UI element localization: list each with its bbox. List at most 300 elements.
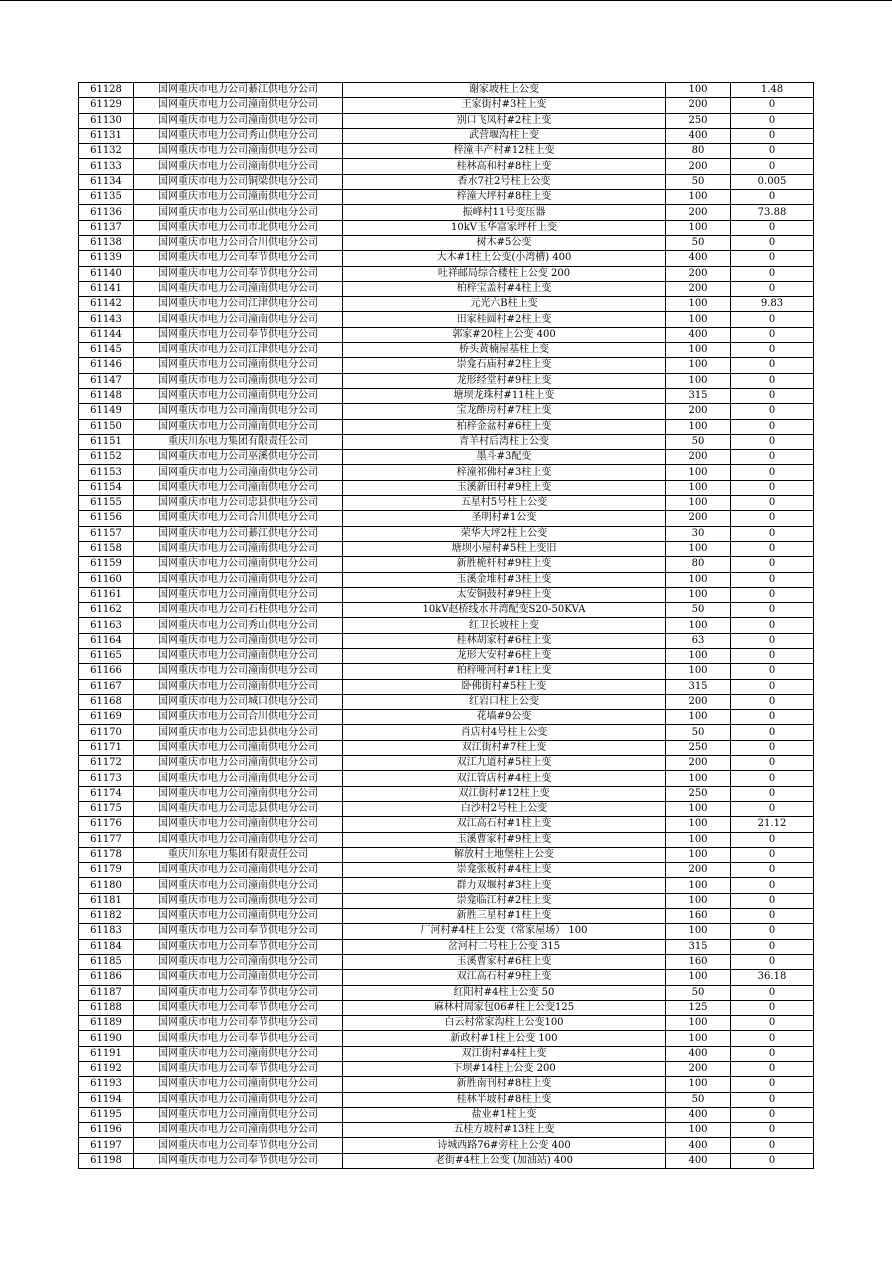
capacity-cell: 200 [666, 205, 731, 220]
company-cell: 国网重庆市电力公司奉节供电分公司 [134, 1000, 343, 1015]
table-row [79, 1062, 814, 1077]
company-cell: 国网重庆市电力公司潼南供电分公司 [134, 832, 343, 847]
value-cell: 0 [731, 266, 814, 281]
row-id-cell: 61133 [79, 159, 134, 174]
value-cell: 0 [731, 388, 814, 403]
transformer-name-cell: 龙形经堂村#9柱上变 [343, 373, 666, 388]
value-cell: 0 [731, 756, 814, 771]
row-id-cell: 61170 [79, 725, 134, 740]
row-id-cell: 61197 [79, 1138, 134, 1153]
transformer-name-cell: 红卫长坡柱上变 [343, 618, 666, 633]
value-cell: 0 [731, 144, 814, 159]
capacity-cell: 200 [666, 281, 731, 296]
row-id-cell: 61189 [79, 1016, 134, 1031]
transformer-name-cell: 新胜桅杆村#9柱上变 [343, 557, 666, 572]
value-cell: 0 [731, 572, 814, 587]
row-id-cell: 61158 [79, 541, 134, 556]
transformer-name-cell: 吐祥邮局综合楼柱上公变 200 [343, 266, 666, 281]
company-cell: 国网重庆市电力公司潼南供电分公司 [134, 909, 343, 924]
row-id-cell: 61169 [79, 710, 134, 725]
row-id-cell: 61165 [79, 648, 134, 663]
capacity-cell: 250 [666, 786, 731, 801]
row-id-cell: 61181 [79, 893, 134, 908]
transformer-name-cell: 塘坝龙珠村#11柱上变 [343, 388, 666, 403]
capacity-cell: 100 [666, 710, 731, 725]
capacity-cell: 400 [666, 128, 731, 143]
row-id-cell: 61149 [79, 404, 134, 419]
value-cell: 0 [731, 725, 814, 740]
company-cell: 国网重庆市电力公司潼南供电分公司 [134, 1107, 343, 1122]
company-cell: 国网重庆市电力公司潼南供电分公司 [134, 771, 343, 786]
value-cell: 0 [731, 1000, 814, 1015]
transformer-name-cell: 解放村土地堡柱上公变 [343, 847, 666, 862]
table-row [79, 541, 814, 556]
row-id-cell: 61177 [79, 832, 134, 847]
row-id-cell: 61174 [79, 786, 134, 801]
company-cell: 国网重庆市电力公司奉节供电分公司 [134, 1153, 343, 1168]
company-cell: 国网重庆市电力公司潼南供电分公司 [134, 863, 343, 878]
transformer-name-cell: 群力双堰村#3柱上变 [343, 878, 666, 893]
table-row [79, 725, 814, 740]
company-cell: 国网重庆市电力公司潼南供电分公司 [134, 373, 343, 388]
company-cell: 国网重庆市电力公司奉节供电分公司 [134, 985, 343, 1000]
value-cell: 0 [731, 909, 814, 924]
table-row [79, 1031, 814, 1046]
row-id-cell: 61130 [79, 113, 134, 128]
transformer-name-cell: 墨斗#3配变 [343, 450, 666, 465]
table-row [79, 557, 814, 572]
company-cell: 国网重庆市电力公司巫山供电分公司 [134, 205, 343, 220]
value-cell: 21.12 [731, 817, 814, 832]
row-id-cell: 61184 [79, 939, 134, 954]
value-cell: 0 [731, 1123, 814, 1138]
value-cell: 0 [731, 924, 814, 939]
company-cell: 国网重庆市电力公司奉节供电分公司 [134, 1138, 343, 1153]
table-row [79, 771, 814, 786]
value-cell: 0 [731, 893, 814, 908]
company-cell: 国网重庆市电力公司潼南供电分公司 [134, 557, 343, 572]
table-row [79, 801, 814, 816]
capacity-cell: 30 [666, 526, 731, 541]
value-cell: 1.48 [731, 83, 814, 98]
capacity-cell: 80 [666, 144, 731, 159]
capacity-cell: 160 [666, 954, 731, 969]
row-id-cell: 61138 [79, 235, 134, 250]
row-id-cell: 61194 [79, 1092, 134, 1107]
value-cell: 0 [731, 465, 814, 480]
row-id-cell: 61151 [79, 434, 134, 449]
capacity-cell: 200 [666, 511, 731, 526]
company-cell: 国网重庆市电力公司奉节供电分公司 [134, 1031, 343, 1046]
capacity-cell: 100 [666, 496, 731, 511]
table-row [79, 373, 814, 388]
row-id-cell: 61161 [79, 587, 134, 602]
value-cell: 0 [731, 557, 814, 572]
table-row [79, 1000, 814, 1015]
transformer-name-cell: 盐业#1柱上变 [343, 1107, 666, 1122]
table-row [79, 1077, 814, 1092]
value-cell: 0 [731, 694, 814, 709]
capacity-cell: 100 [666, 1031, 731, 1046]
value-cell: 0 [731, 1138, 814, 1153]
capacity-cell: 50 [666, 174, 731, 189]
table-row [79, 694, 814, 709]
capacity-cell: 100 [666, 465, 731, 480]
row-id-cell: 61196 [79, 1123, 134, 1138]
value-cell: 0 [731, 312, 814, 327]
company-cell: 国网重庆市电力公司潼南供电分公司 [134, 159, 343, 174]
value-cell: 0 [731, 113, 814, 128]
transformer-name-cell: 太安铜鼓村#9柱上变 [343, 587, 666, 602]
value-cell: 0.005 [731, 174, 814, 189]
transformer-name-cell: 下坝#14柱上公变 200 [343, 1062, 666, 1077]
transformer-name-cell: 大木#1柱上公变(小湾槽) 400 [343, 251, 666, 266]
table-row [79, 939, 814, 954]
company-cell: 国网重庆市电力公司潼南供电分公司 [134, 541, 343, 556]
company-cell: 国网重庆市电力公司潼南供电分公司 [134, 664, 343, 679]
value-cell: 0 [731, 450, 814, 465]
row-id-cell: 61141 [79, 281, 134, 296]
company-cell: 国网重庆市电力公司潼南供电分公司 [134, 419, 343, 434]
row-id-cell: 61146 [79, 358, 134, 373]
capacity-cell: 200 [666, 98, 731, 113]
capacity-cell: 400 [666, 1107, 731, 1122]
transformer-name-cell: 诗城西路76#旁柱上公变 400 [343, 1138, 666, 1153]
row-id-cell: 61182 [79, 909, 134, 924]
table-row [79, 1138, 814, 1153]
table-row [79, 343, 814, 358]
table-row [79, 1092, 814, 1107]
row-id-cell: 61159 [79, 557, 134, 572]
capacity-cell: 100 [666, 1077, 731, 1092]
transformer-name-cell: 双江九道村#5柱上变 [343, 756, 666, 771]
table-row [79, 419, 814, 434]
company-cell: 国网重庆市电力公司潼南供电分公司 [134, 1046, 343, 1061]
table-row [79, 909, 814, 924]
row-id-cell: 61195 [79, 1107, 134, 1122]
value-cell: 0 [731, 786, 814, 801]
capacity-cell: 315 [666, 388, 731, 403]
capacity-cell: 100 [666, 373, 731, 388]
transformer-name-cell: 柏梓哑河村#1柱上变 [343, 664, 666, 679]
company-cell: 国网重庆市电力公司奉节供电分公司 [134, 924, 343, 939]
capacity-cell: 200 [666, 404, 731, 419]
value-cell: 0 [731, 190, 814, 205]
capacity-cell: 100 [666, 924, 731, 939]
value-cell: 0 [731, 128, 814, 143]
company-cell: 国网重庆市电力公司合川供电分公司 [134, 710, 343, 725]
transformer-name-cell: 花墙#9公变 [343, 710, 666, 725]
capacity-cell: 80 [666, 557, 731, 572]
table-row [79, 756, 814, 771]
table-row [79, 618, 814, 633]
company-cell: 国网重庆市电力公司潼南供电分公司 [134, 970, 343, 985]
table-row [79, 297, 814, 312]
capacity-cell: 200 [666, 159, 731, 174]
transformer-name-cell: 谢家坡柱上公变 [343, 83, 666, 98]
value-cell: 0 [731, 159, 814, 174]
capacity-cell: 63 [666, 633, 731, 648]
table-row [79, 878, 814, 893]
company-cell: 国网重庆市电力公司忠县供电分公司 [134, 801, 343, 816]
transformer-table [78, 82, 814, 1169]
row-id-cell: 61171 [79, 740, 134, 755]
capacity-cell: 100 [666, 83, 731, 98]
row-id-cell: 61198 [79, 1153, 134, 1168]
value-cell: 0 [731, 358, 814, 373]
value-cell: 0 [731, 603, 814, 618]
capacity-cell: 315 [666, 939, 731, 954]
table-row [79, 1123, 814, 1138]
transformer-name-cell: 荣华大坪2柱上公变 [343, 526, 666, 541]
company-cell: 国网重庆市电力公司潼南供电分公司 [134, 679, 343, 694]
transformer-name-cell: 新政村#1柱上公变 100 [343, 1031, 666, 1046]
company-cell: 国网重庆市电力公司奉节供电分公司 [134, 327, 343, 342]
company-cell: 国网重庆市电力公司潼南供电分公司 [134, 786, 343, 801]
capacity-cell: 200 [666, 266, 731, 281]
row-id-cell: 61150 [79, 419, 134, 434]
row-id-cell: 61137 [79, 220, 134, 235]
company-cell: 重庆川东电力集团有限责任公司 [134, 434, 343, 449]
capacity-cell: 200 [666, 756, 731, 771]
value-cell: 0 [731, 251, 814, 266]
value-cell: 0 [731, 587, 814, 602]
transformer-name-cell: 树木#5公变 [343, 235, 666, 250]
row-id-cell: 61152 [79, 450, 134, 465]
row-id-cell: 61185 [79, 954, 134, 969]
company-cell: 国网重庆市电力公司城口供电分公司 [134, 694, 343, 709]
company-cell: 国网重庆市电力公司潼南供电分公司 [134, 740, 343, 755]
capacity-cell: 50 [666, 985, 731, 1000]
transformer-name-cell: 双江高石村#9柱上变 [343, 970, 666, 985]
company-cell: 重庆川东电力集团有限责任公司 [134, 847, 343, 862]
capacity-cell: 100 [666, 832, 731, 847]
table-row [79, 144, 814, 159]
transformer-name-cell: 桂林胡家村#6柱上变 [343, 633, 666, 648]
company-cell: 国网重庆市电力公司合川供电分公司 [134, 511, 343, 526]
capacity-cell: 100 [666, 664, 731, 679]
capacity-cell: 160 [666, 909, 731, 924]
transformer-name-cell: 红阳村#4柱上公变 50 [343, 985, 666, 1000]
row-id-cell: 61153 [79, 465, 134, 480]
transformer-name-cell: 别口飞凤村#2柱上变 [343, 113, 666, 128]
table-row [79, 710, 814, 725]
table-row [79, 1153, 814, 1168]
capacity-cell: 125 [666, 1000, 731, 1015]
row-id-cell: 61163 [79, 618, 134, 633]
company-cell: 国网重庆市电力公司潼南供电分公司 [134, 1092, 343, 1107]
company-cell: 国网重庆市电力公司奉节供电分公司 [134, 1016, 343, 1031]
table-row [79, 496, 814, 511]
company-cell: 国网重庆市电力公司綦江供电分公司 [134, 83, 343, 98]
company-cell: 国网重庆市电力公司秀山供电分公司 [134, 128, 343, 143]
capacity-cell: 250 [666, 113, 731, 128]
value-cell: 0 [731, 1062, 814, 1077]
transformer-name-cell: 郭家#20柱上公变 400 [343, 327, 666, 342]
value-cell: 0 [731, 541, 814, 556]
company-cell: 国网重庆市电力公司潼南供电分公司 [134, 954, 343, 969]
row-id-cell: 61183 [79, 924, 134, 939]
transformer-name-cell: 宝龙酢房村#7柱上变 [343, 404, 666, 419]
page-top-rule [0, 0, 892, 1]
value-cell: 9.83 [731, 297, 814, 312]
capacity-cell: 100 [666, 190, 731, 205]
capacity-cell: 100 [666, 343, 731, 358]
table-row [79, 740, 814, 755]
value-cell: 0 [731, 526, 814, 541]
transformer-name-cell: 塘坝小屋村#5柱上变旧 [343, 541, 666, 556]
row-id-cell: 61172 [79, 756, 134, 771]
value-cell: 0 [731, 496, 814, 511]
row-id-cell: 61187 [79, 985, 134, 1000]
row-id-cell: 61178 [79, 847, 134, 862]
transformer-name-cell: 崇龛石庙村#2柱上变 [343, 358, 666, 373]
row-id-cell: 61148 [79, 388, 134, 403]
value-cell: 0 [731, 878, 814, 893]
transformer-name-cell: 白沙村2号柱上公变 [343, 801, 666, 816]
value-cell: 0 [731, 863, 814, 878]
capacity-cell: 200 [666, 863, 731, 878]
table-row [79, 434, 814, 449]
transformer-name-cell: 双江街村#12柱上变 [343, 786, 666, 801]
company-cell: 国网重庆市电力公司潼南供电分公司 [134, 113, 343, 128]
transformer-name-cell: 老街#4柱上公变 (加油站) 400 [343, 1153, 666, 1168]
company-cell: 国网重庆市电力公司潼南供电分公司 [134, 465, 343, 480]
transformer-name-cell: 梓潼丰产村#12柱上变 [343, 144, 666, 159]
transformer-name-cell: 新胜三星村#1柱上变 [343, 909, 666, 924]
company-cell: 国网重庆市电力公司潼南供电分公司 [134, 893, 343, 908]
company-cell: 国网重庆市电力公司潼南供电分公司 [134, 587, 343, 602]
table-row [79, 327, 814, 342]
table-row [79, 251, 814, 266]
row-id-cell: 61193 [79, 1077, 134, 1092]
company-cell: 国网重庆市电力公司潼南供电分公司 [134, 648, 343, 663]
transformer-name-cell: 武营堰沟柱上变 [343, 128, 666, 143]
table-row [79, 266, 814, 281]
row-id-cell: 61162 [79, 603, 134, 618]
company-cell: 国网重庆市电力公司潼南供电分公司 [134, 572, 343, 587]
transformer-name-cell: 新胜南刊村#8柱上变 [343, 1077, 666, 1092]
company-cell: 国网重庆市电力公司江津供电分公司 [134, 297, 343, 312]
company-cell: 国网重庆市电力公司忠县供电分公司 [134, 496, 343, 511]
company-cell: 国网重庆市电力公司合川供电分公司 [134, 235, 343, 250]
capacity-cell: 200 [666, 1062, 731, 1077]
transformer-name-cell: 卧佛街村#5柱上变 [343, 679, 666, 694]
value-cell: 0 [731, 235, 814, 250]
table-row [79, 220, 814, 235]
capacity-cell: 100 [666, 312, 731, 327]
value-cell: 0 [731, 327, 814, 342]
table-row [79, 587, 814, 602]
table-row [79, 679, 814, 694]
row-id-cell: 61131 [79, 128, 134, 143]
table-row [79, 450, 814, 465]
company-cell: 国网重庆市电力公司江津供电分公司 [134, 343, 343, 358]
company-cell: 国网重庆市电力公司潼南供电分公司 [134, 358, 343, 373]
value-cell: 0 [731, 1092, 814, 1107]
capacity-cell: 50 [666, 603, 731, 618]
table-row [79, 648, 814, 663]
company-cell: 国网重庆市电力公司潼南供电分公司 [134, 878, 343, 893]
transformer-name-cell: 红岩口柱上公变 [343, 694, 666, 709]
transformer-name-cell: 桂林半坡村#8柱上变 [343, 1092, 666, 1107]
company-cell: 国网重庆市电力公司奉节供电分公司 [134, 251, 343, 266]
table-row [79, 847, 814, 862]
table-row [79, 954, 814, 969]
transformer-name-cell: 双江街村#4柱上变 [343, 1046, 666, 1061]
transformer-name-cell: 香水7社2号柱上公变 [343, 174, 666, 189]
value-cell: 0 [731, 939, 814, 954]
value-cell: 0 [731, 618, 814, 633]
row-id-cell: 61134 [79, 174, 134, 189]
company-cell: 国网重庆市电力公司潼南供电分公司 [134, 404, 343, 419]
transformer-name-cell: 五桂方坡村#13柱上变 [343, 1123, 666, 1138]
table-row [79, 174, 814, 189]
transformer-name-cell: 玉溪金堆村#3柱上变 [343, 572, 666, 587]
table-row [79, 924, 814, 939]
table-row [79, 832, 814, 847]
row-id-cell: 61157 [79, 526, 134, 541]
capacity-cell: 250 [666, 740, 731, 755]
transformer-name-cell: 10kV玉华富家坪杆上变 [343, 220, 666, 235]
row-id-cell: 61142 [79, 297, 134, 312]
table-row [79, 985, 814, 1000]
capacity-cell: 400 [666, 1138, 731, 1153]
table-row [79, 128, 814, 143]
company-cell: 国网重庆市电力公司秀山供电分公司 [134, 618, 343, 633]
value-cell: 0 [731, 98, 814, 113]
transformer-name-cell: 玉溪曹家村#6柱上变 [343, 954, 666, 969]
value-cell: 0 [731, 633, 814, 648]
row-id-cell: 61167 [79, 679, 134, 694]
company-cell: 国网重庆市电力公司潼南供电分公司 [134, 144, 343, 159]
value-cell: 0 [731, 434, 814, 449]
table-row [79, 388, 814, 403]
table-row [79, 511, 814, 526]
row-id-cell: 61168 [79, 694, 134, 709]
transformer-name-cell: 麻林村周家包06#柱上公变125 [343, 1000, 666, 1015]
table-row [79, 205, 814, 220]
company-cell: 国网重庆市电力公司石柱供电分公司 [134, 603, 343, 618]
transformer-name-cell: 王家街村#3柱上变 [343, 98, 666, 113]
capacity-cell: 100 [666, 817, 731, 832]
capacity-cell: 100 [666, 480, 731, 495]
table-row [79, 465, 814, 480]
value-cell: 0 [731, 985, 814, 1000]
value-cell: 0 [731, 480, 814, 495]
row-id-cell: 61136 [79, 205, 134, 220]
capacity-cell: 100 [666, 572, 731, 587]
row-id-cell: 61155 [79, 496, 134, 511]
table-row [79, 190, 814, 205]
table-row [79, 480, 814, 495]
table-row [79, 358, 814, 373]
capacity-cell: 315 [666, 679, 731, 694]
row-id-cell: 61144 [79, 327, 134, 342]
table-row [79, 281, 814, 296]
transformer-name-cell: 柏梓宝盖村#4柱上变 [343, 281, 666, 296]
capacity-cell: 100 [666, 801, 731, 816]
company-cell: 国网重庆市电力公司忠县供电分公司 [134, 725, 343, 740]
row-id-cell: 61145 [79, 343, 134, 358]
capacity-cell: 50 [666, 1092, 731, 1107]
row-id-cell: 61192 [79, 1062, 134, 1077]
row-id-cell: 61173 [79, 771, 134, 786]
company-cell: 国网重庆市电力公司市北供电分公司 [134, 220, 343, 235]
company-cell: 国网重庆市电力公司潼南供电分公司 [134, 388, 343, 403]
company-cell: 国网重庆市电力公司潼南供电分公司 [134, 1077, 343, 1092]
capacity-cell: 100 [666, 893, 731, 908]
